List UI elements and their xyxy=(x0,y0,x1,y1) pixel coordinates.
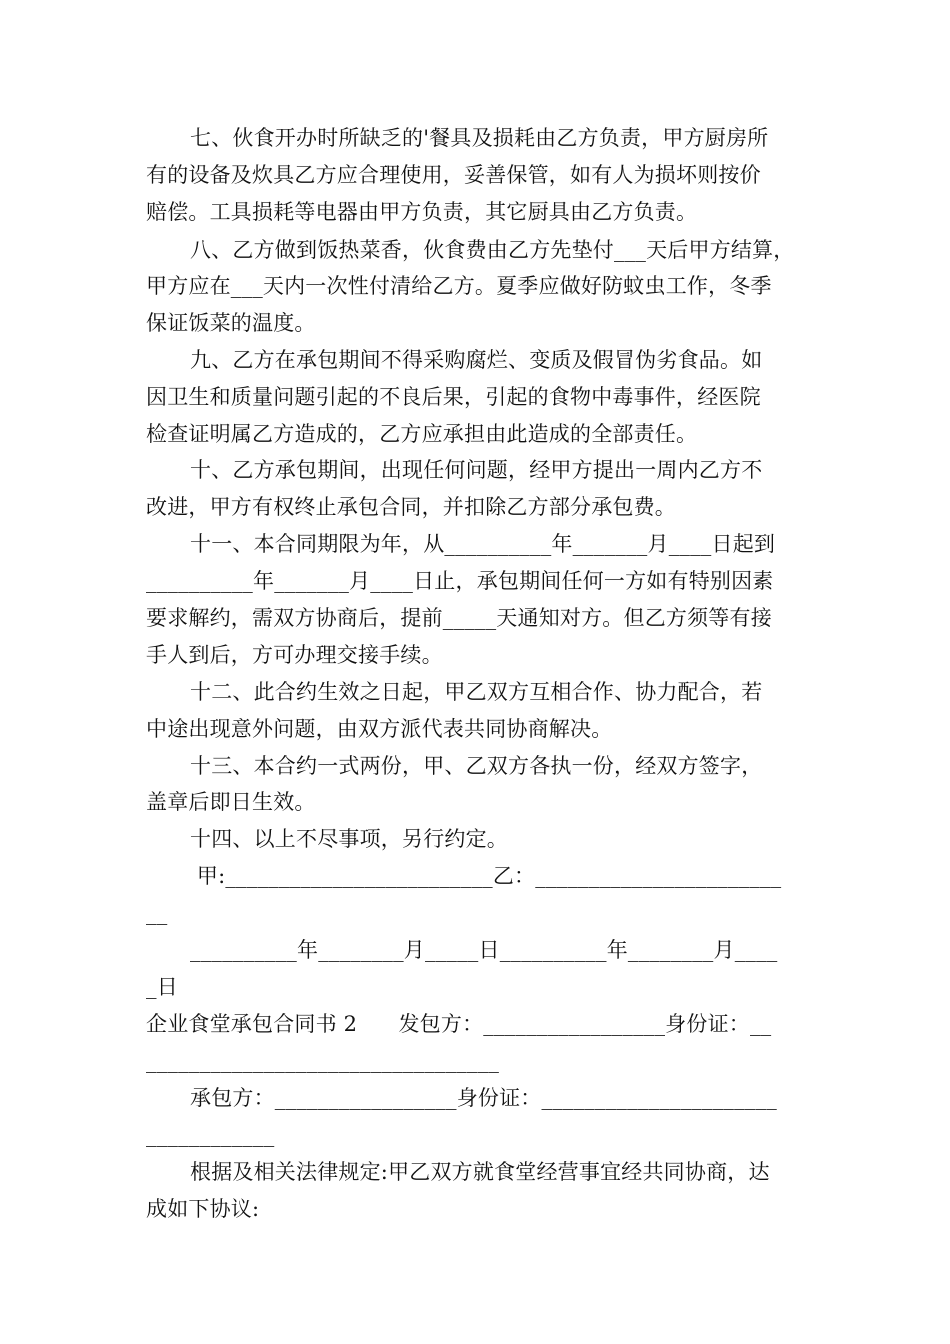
clause-7-line-1: 七、伙食开办时所缺乏的'餐具及损耗由乙方负责，甲方厨房所 xyxy=(190,126,769,150)
clause-11-line-3: 要求解约，需双方协商后，提前_____天通知对方。但乙方须等有接 xyxy=(146,606,772,630)
clause-8-line-2: 甲方应在___天内一次性付清给乙方。夏季应做好防蚊虫工作，冬季 xyxy=(146,274,772,298)
clause-13-line-1: 十三、本合约一式两份，甲、乙双方各执一份，经双方签字， xyxy=(190,754,763,778)
signature-line: 甲:_________________________乙：_______________________ xyxy=(190,864,782,888)
clause-8-line-1: 八、乙方做到饭热菜香，伙食费由乙方先垫付___天后甲方结算， xyxy=(190,238,795,262)
clause-12-line-1: 十二、此合约生效之日起，甲乙双方互相合作、协力配合，若 xyxy=(190,680,763,704)
clause-11-line-1: 十一、本合同期限为年，从__________年_______月____日起到 xyxy=(190,532,776,556)
clause-9-line-1: 九、乙方在承包期间不得采购腐烂、变质及假冒伪劣食品。如 xyxy=(190,348,763,372)
clause-12-line-2: 中途出现意外问题，由双方派代表共同协商解决。 xyxy=(146,717,613,741)
clause-14-line-1: 十四、以上不尽事项，另行约定。 xyxy=(190,827,508,851)
clause-9-line-3: 检查证明属乙方造成的，乙方应承担由此造成的全部责任。 xyxy=(146,422,698,446)
clause-7-line-3: 赔偿。工具损耗等电器由甲方负责，其它厨具由乙方负责。 xyxy=(146,200,698,224)
clause-10-line-2: 改进，甲方有权终止承包合同，并扣除乙方部分承包费。 xyxy=(146,495,676,519)
clause-13-line-2: 盖章后即日生效。 xyxy=(146,790,316,814)
clause-10-line-1: 十、乙方承包期间，出现任何问题，经甲方提出一周内乙方不 xyxy=(190,458,763,482)
clause-7-line-2: 有的设备及炊具乙方应合理使用，妥善保管，如有人为损坏则按价 xyxy=(146,163,761,187)
clause-11-line-4: 手人到后，方可办理交接手续。 xyxy=(146,643,443,667)
contract-2-title-line: 企业食堂承包合同书 2 发包方：_________________身份证：__ xyxy=(146,1012,772,1036)
date-line: __________年________月_____日__________年________月____ xyxy=(190,938,778,962)
clause-11-line-2: __________年_______月____日止，承包期间任何一方如有特别因素 xyxy=(146,569,774,593)
contractor-line: 承包方：_________________身份证：______________________ xyxy=(190,1086,777,1110)
signature-line-cont: __ xyxy=(146,901,168,925)
clause-9-line-2: 因卫生和质量问题引起的不良后果，引起的食物中毒事件，经医院 xyxy=(146,385,761,409)
contract-2-title-line-cont: _________________________________ xyxy=(146,1049,500,1073)
preamble-line-2: 成如下协议: xyxy=(146,1197,260,1221)
preamble-line-1: 根据及相关法律规定:甲乙双方就食堂经营事宜经共同协商，达 xyxy=(190,1160,770,1184)
date-line-cont: _日 xyxy=(146,975,178,999)
contractor-line-cont: ____________ xyxy=(146,1123,275,1147)
clause-8-line-3: 保证饭菜的温度。 xyxy=(146,311,316,335)
